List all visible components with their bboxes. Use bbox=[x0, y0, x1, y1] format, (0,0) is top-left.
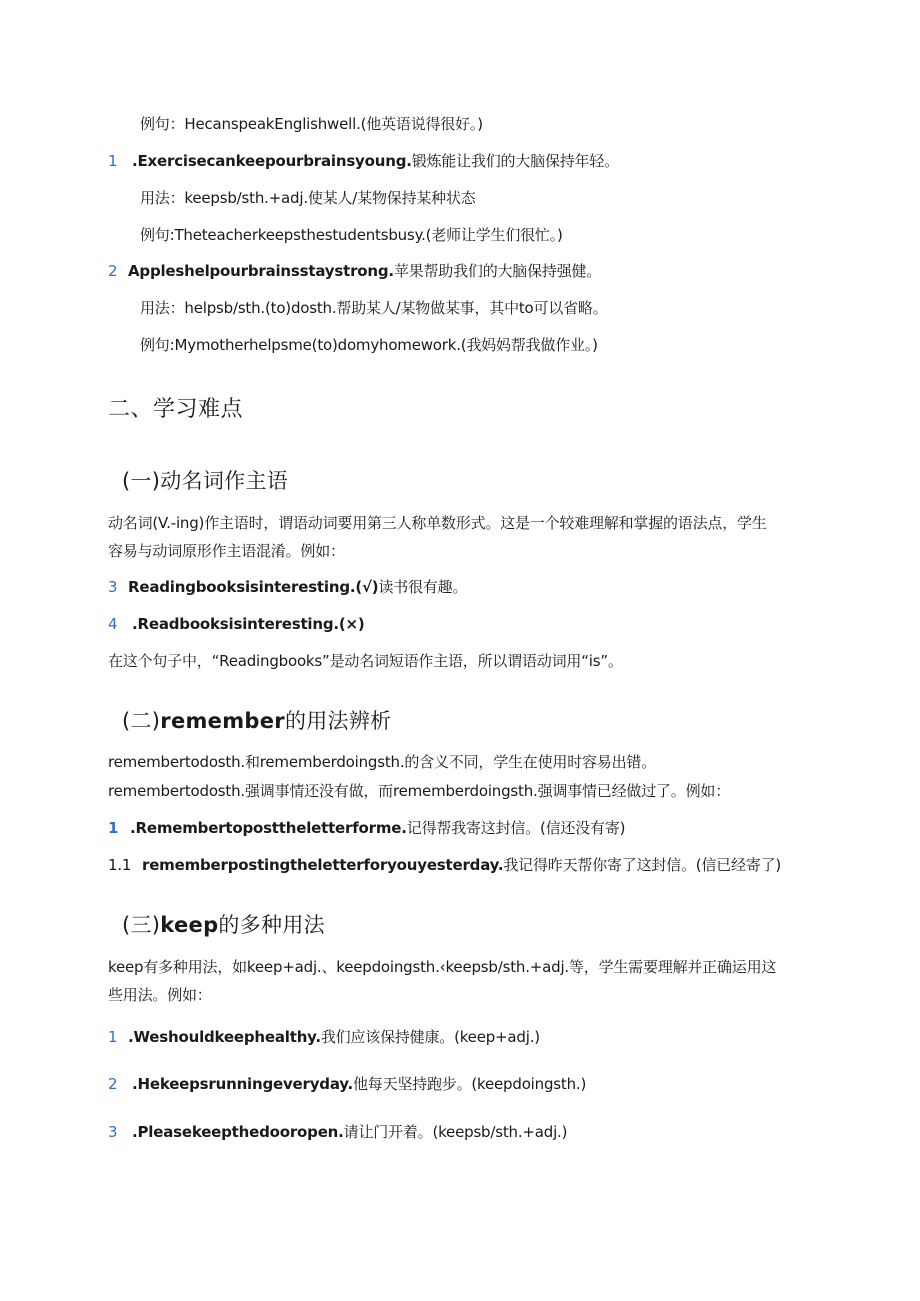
list-item bbox=[108, 1074, 586, 1094]
list-number: 1 bbox=[108, 1028, 118, 1046]
paragraph-line: 在这个句子中，“Readingbooks”是动名词短语作主语，所以谓语动词用“is”。 bbox=[108, 652, 623, 670]
section-heading: 二、学习难点 bbox=[108, 397, 244, 422]
english-sentence: Appleshelpourbrainsstaystrong. bbox=[128, 262, 394, 280]
list-number: 2 bbox=[108, 262, 118, 280]
example-sentence: 例句:Mymotherhelpsme(to)domyhomework.(我妈妈帮我做作业。) bbox=[140, 336, 598, 354]
usage-note: 用法：keepsb∕sth.+adj.使某人/某物保持某种状态 bbox=[140, 189, 476, 207]
list-item bbox=[108, 855, 781, 875]
chinese-translation: 请让门开着。(keepsb∕sth.+adj.) bbox=[343, 1123, 568, 1141]
english-sentence: .Hekeepsrunningeveryday. bbox=[132, 1075, 353, 1093]
heading-keyword: remember bbox=[160, 709, 285, 733]
chinese-translation: 锻炼能让我们的大脑保持年轻。 bbox=[411, 152, 619, 170]
paragraph-line: 动名词(V.-ing)作主语时，谓语动词要用第三人称单数形式。这是一个较难理解和掌握的语法点，学生 bbox=[108, 514, 767, 532]
heading-prefix: (二) bbox=[122, 709, 161, 733]
list-number: 1 bbox=[108, 152, 118, 170]
subsection-heading bbox=[122, 707, 391, 735]
english-sentence: .Exercisecankeepourbrainsyoung. bbox=[132, 152, 412, 170]
list-number: 4 bbox=[108, 615, 118, 633]
heading-suffix: 的多种用法 bbox=[218, 913, 325, 937]
list-item bbox=[108, 1027, 540, 1047]
english-sentence: .Readbooksisinteresting.(×) bbox=[132, 615, 365, 633]
usage-note: 用法：helpsb∕sth.(to)dosth.帮助某人/某物做某事，其中to可以省略。 bbox=[140, 299, 608, 317]
english-sentence: rememberpostingtheletterforyouyesterday. bbox=[142, 856, 504, 874]
list-number: 1 bbox=[108, 819, 119, 837]
english-sentence: .Pleasekeepthedooropen. bbox=[132, 1123, 344, 1141]
chinese-translation: 读书很有趣。 bbox=[378, 578, 468, 596]
list-number: 2 bbox=[108, 1075, 118, 1093]
paragraph-line: keep有多种用法，如keep+adj.、keepdoingsth.‹keepsb∕sth.+adj.等，学生需要理解并正确运用这 bbox=[108, 958, 777, 976]
list-number: 3 bbox=[108, 578, 118, 596]
paragraph-line: remembertodosth.强调事情还没有做，而rememberdoingsth.强调事情已经做过了。例如： bbox=[108, 782, 731, 800]
list-item bbox=[108, 1122, 567, 1142]
subsection-heading: (一)动名词作主语 bbox=[122, 469, 289, 493]
english-sentence: Readingbooksisinteresting.(√) bbox=[128, 578, 379, 596]
example-sentence: 例句:Theteacherkeepsthestudentsbusy.(老师让学生们很忙。) bbox=[140, 226, 563, 244]
english-sentence: .Remembertoposttheletterforme. bbox=[130, 819, 407, 837]
paragraph-line: 些用法。例如： bbox=[108, 986, 212, 1004]
list-number: 1.1 bbox=[108, 856, 132, 874]
heading-prefix: (三) bbox=[122, 913, 161, 937]
chinese-translation: 我们应该保持健康。(keep+adj.) bbox=[320, 1028, 540, 1046]
subsection-heading bbox=[122, 911, 325, 939]
english-sentence: .Weshouldkeephealthy. bbox=[128, 1028, 321, 1046]
heading-suffix: 的用法辨析 bbox=[284, 709, 392, 733]
list-item bbox=[108, 577, 467, 597]
list-item bbox=[108, 261, 601, 281]
list-item bbox=[108, 614, 365, 634]
heading-keyword: keep bbox=[160, 913, 219, 937]
chinese-translation: 他每天坚持跑步。(keepdoingsth.) bbox=[353, 1075, 587, 1093]
list-item bbox=[108, 151, 619, 171]
chinese-translation: 我记得昨天帮你寄了这封信。(信已经寄了) bbox=[503, 856, 782, 874]
list-item bbox=[108, 818, 625, 838]
paragraph-line: remembertodosth.和rememberdoingsth.的含义不同，学生在使用时容易出错。 bbox=[108, 753, 657, 771]
chinese-translation: 记得帮我寄这封信。(信还没有寄) bbox=[406, 819, 626, 837]
paragraph-line: 容易与动词原形作主语混淆。例如： bbox=[108, 542, 345, 560]
chinese-translation: 苹果帮助我们的大脑保持强健。 bbox=[393, 262, 602, 280]
list-number: 3 bbox=[108, 1123, 118, 1141]
example-sentence: 例句：HecanspeakEnglishwell.(他英语说得很好。) bbox=[140, 115, 483, 133]
